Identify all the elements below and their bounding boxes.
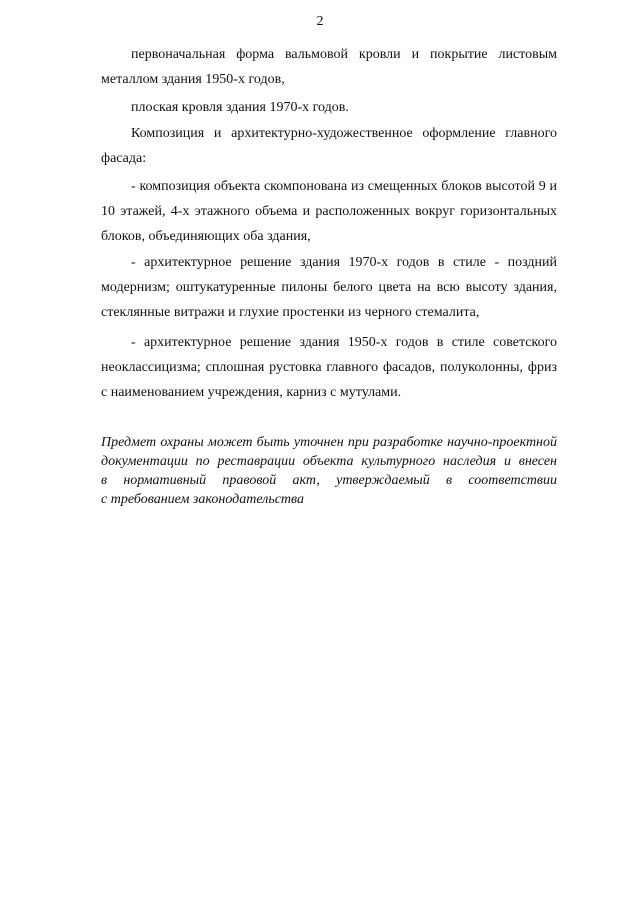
paragraph-1970s [101,250,557,325]
note-line: в нормативный правовой акт, утверждаемый в соответствии [101,473,557,488]
note-line: Предмет охраны может быть уточнен при разработке научно-проектной [101,435,557,450]
paragraph-blocks [101,174,557,249]
note-line: документации по реставрации объекта культурного наследия и внесен [101,454,557,469]
paragraph-line: стеклянные витражи и глухие простенки из черного стемалита, [101,305,480,320]
paragraph-roof-original [101,42,557,92]
paragraph-line: плоская кровля здания 1970-х годов. [131,100,349,115]
paragraph-1950s [101,330,557,405]
paragraph-line: блоков, объединяющих оба здания, [101,229,311,244]
paragraph-line: - композиция объекта скомпонована из смещенных блоков высотой 9 и [131,179,557,194]
page-number: 2 [316,14,324,29]
paragraph-composition-heading [101,121,557,171]
paragraph-line: Композиция и архитектурно-художественное оформление главного [131,126,557,141]
paragraph-line: первоначальная форма вальмовой кровли и покрытие листовым [131,47,557,62]
paragraph-line: 10 этажей, 4-х этажного объема и расположенных вокруг горизонтальных [101,204,557,219]
paragraph-line: металлом здания 1950-х годов, [101,72,285,87]
paragraph-line: с наименованием учреждения, карниз с мутулами. [101,385,402,400]
paragraph-line: модернизм; оштукатуренные пилоны белого цвета на всю высоту здания, [101,280,557,295]
paragraph-line: неоклассицизма; сплошная рустовка главного фасадов, полуколонны, фриз [101,360,557,375]
paragraph-roof-flat [101,95,557,120]
paragraph-line: фасада: [101,151,147,166]
paragraph-line: - архитектурное решение здания 1950-х годов в стиле советского [131,335,557,350]
paragraph-line: - архитектурное решение здания 1970-х годов в стиле - поздний [131,255,557,270]
note-line: с требованием законодательства [101,492,305,507]
protection-note [101,433,557,509]
